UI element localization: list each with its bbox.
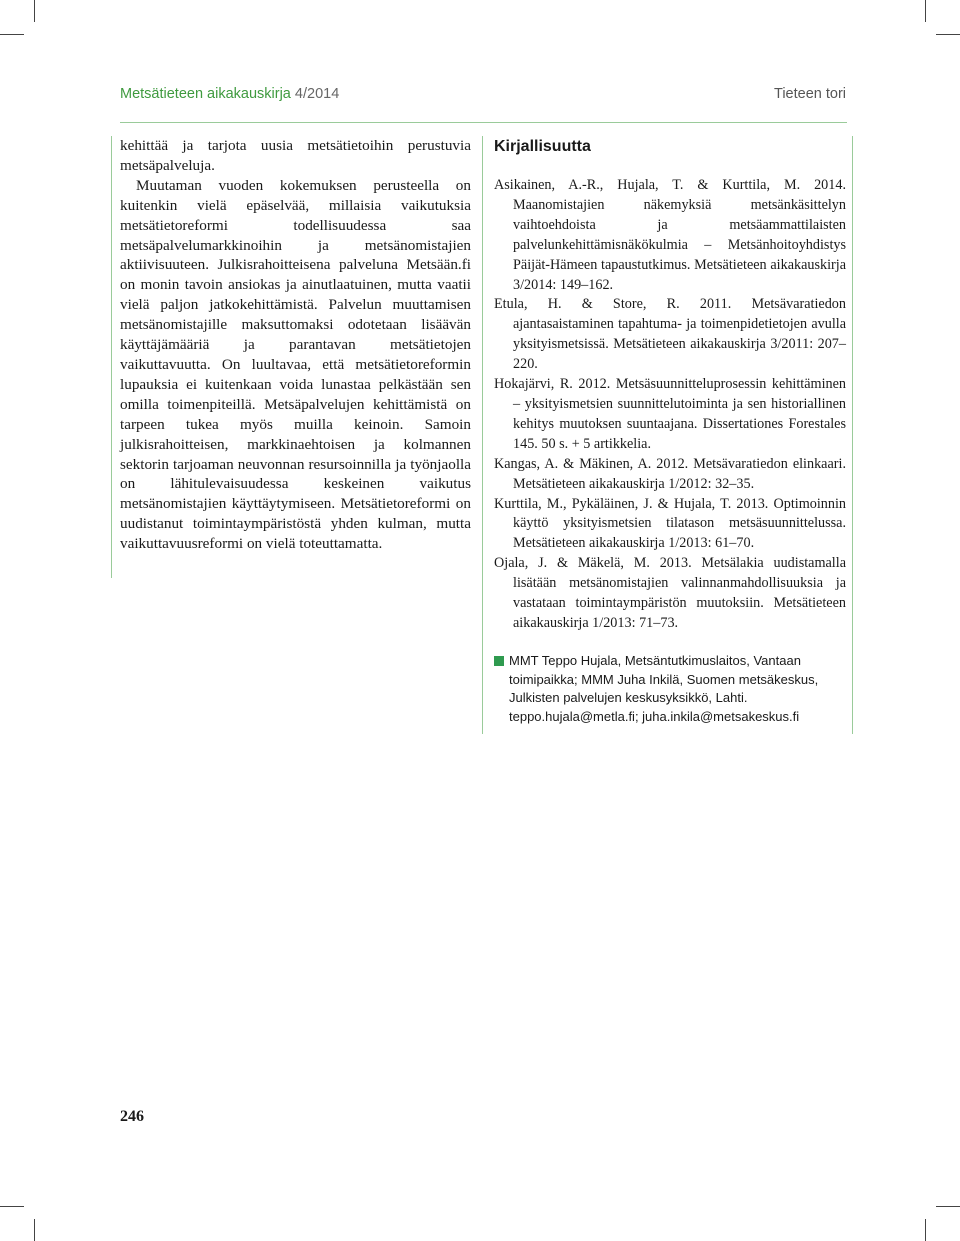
journal-name: Metsätieteen aikakauskirja bbox=[120, 86, 291, 102]
column-rule-right bbox=[852, 136, 853, 734]
body-text bbox=[120, 136, 471, 554]
section-title: Tieteen tori bbox=[774, 86, 846, 102]
body-paragraph: Muutaman vuoden kokemuksen perusteella on kuitenkin vielä epäselvää, millaisia vaikutuksia metsätietoreformi todellisuudessa saa metsäpalvelumarkkinoihin ja metsänomistajien aktiivisuuteen. Julkisrahoitteisena palveluna Metsään.fi on monin tavoin ansiokas ja ainutlaatuinen, mutta vaatii vielä paljon jatkokehittämistä. Palvelun muuttamisen metsänomistajille maksuttomaksi odotetaan lisäävän käyttäjämääriä ja parantavan metsätietojen vaikuttavuutta. On luultavaa, että metsätietoreformin lupauksia ei kuitenkaan voida lunastaa pelkästään sen omilla toimenpiteillä. Metsäpalvelujen kehittämistä on tarpeen tukea myös muilla keinoin. Samoin julkisrahoitteisen, markkinaehtoisen ja kolmannen sektorin tarjoaman neuvonnan resursoinnilla ja työnjaolla on lähitulevaisuudessa keskeinen vaikutus metsänomistajien käyttäytymiseen. Metsätietoreformi on uudistanut toimintaympäristöstä yhden kulman, mutta vaikuttavuusreformi on vielä toteuttamatta. bbox=[120, 176, 471, 553]
reference-item: Kangas, A. & Mäkinen, A. 2012. Metsävaratiedon elinkaari. Metsätieteen aikakauskirja 1/2012: 32–35. bbox=[494, 455, 846, 492]
crop-mark bbox=[925, 1219, 926, 1241]
bullet-square-icon bbox=[494, 656, 504, 666]
author-affiliation: MMT Teppo Hujala, Metsäntutkimuslaitos, Vantaan toimipaikka; MMM Juha Inkilä, Suomen metsäkeskus, Julkisten palvelujen keskusyksikkö, Lahti. bbox=[509, 653, 819, 706]
column-rule-left bbox=[111, 136, 112, 578]
crop-mark bbox=[0, 1206, 24, 1207]
crop-mark bbox=[0, 34, 24, 35]
journal-issue: 4/2014 bbox=[294, 86, 340, 102]
header-rule bbox=[120, 122, 847, 123]
references-heading: Kirjallisuutta bbox=[494, 138, 591, 155]
page-number: 246 bbox=[120, 1108, 144, 1125]
column-rule-middle bbox=[482, 136, 483, 734]
reference-item: Ojala, J. & Mäkelä, M. 2013. Metsälakia uudistamalla lisätään metsänomistajien valinnanmahdollisuuksia ja vastataan toimintaympäristön muutoksiin. Metsätieteen aikakauskirja 1/2013: 71–73. bbox=[494, 555, 846, 631]
crop-mark bbox=[936, 1206, 960, 1207]
crop-mark bbox=[936, 34, 960, 35]
body-paragraph: kehittää ja tarjota uusia metsätietoihin perustuvia metsäpalveluja. bbox=[120, 137, 471, 174]
author-note bbox=[494, 652, 846, 726]
crop-mark bbox=[925, 0, 926, 22]
crop-mark bbox=[34, 0, 35, 22]
reference-item: Kurttila, M., Pykäläinen, J. & Hujala, T. 2013. Optimoinnin käyttö yksityismetsien tilatason metsäsuunnittelussa. Metsätieteen aikakauskirja 1/2013: 61–70. bbox=[494, 495, 846, 552]
references-section bbox=[494, 136, 846, 634]
crop-mark bbox=[34, 1219, 35, 1241]
reference-item: Hokajärvi, R. 2012. Metsäsuunnitteluprosessin kehittäminen – yksityismetsien suunnittelutoiminta ja sen historiallinen kehitys muutoksen suuntaajana. Dissertationes Forestales 145. 50 s. + 5 artikkelia. bbox=[494, 376, 846, 452]
journal-title bbox=[120, 86, 339, 102]
reference-item: Asikainen, A.-R., Hujala, T. & Kurttila, M. 2014. Maanomistajien näkemyksiä metsänkäsittelyn vaihtoehdoista ja metsäammattilaisten palvelunkehittämisnäkökulmia – Metsänhoitoyhdistys Päijät-Hämeen tapaustutkimus. Metsätieteen aikakauskirja 3/2014: 149–162. bbox=[494, 177, 846, 293]
reference-item: Etula, H. & Store, R. 2011. Metsävaratiedon ajantasaistaminen tapahtuma- ja toimenpidetietojen avulla yksityismetsissä. Metsätieteen aikakauskirja 3/2011: 207–220. bbox=[494, 296, 846, 373]
reference-list bbox=[494, 176, 846, 634]
author-email[interactable]: teppo.hujala@metla.fi; juha.inkila@metsakeskus.fi bbox=[509, 708, 800, 724]
running-header bbox=[120, 86, 846, 106]
